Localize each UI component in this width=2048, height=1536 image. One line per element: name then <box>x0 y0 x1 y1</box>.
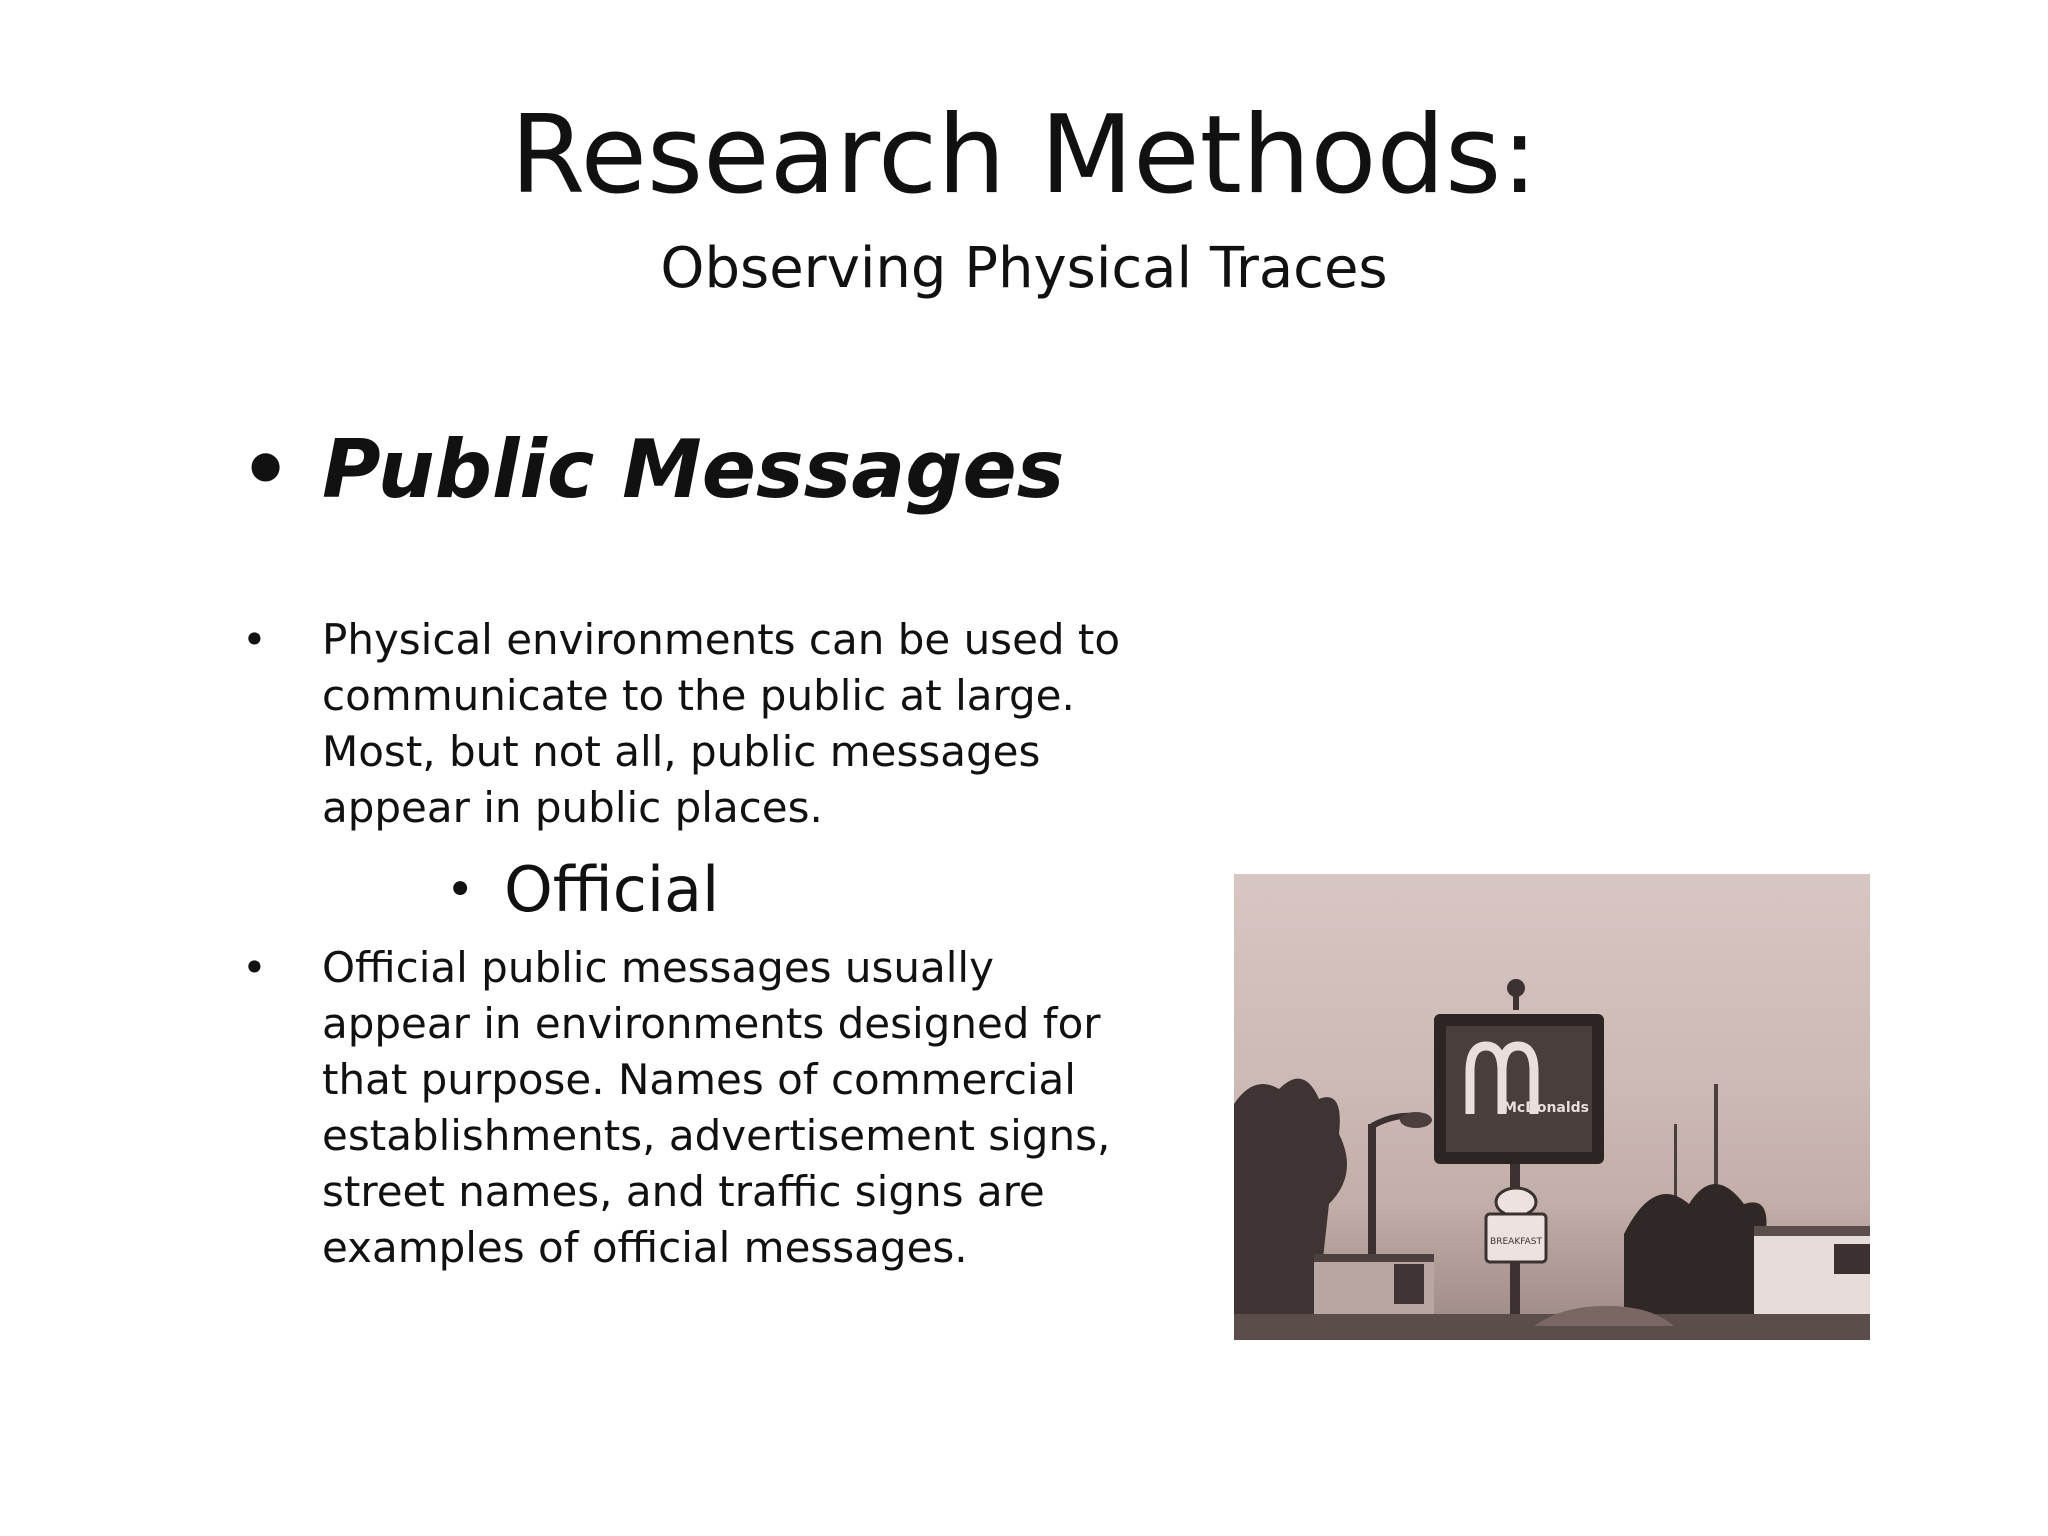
bullet-dot: • <box>446 862 475 918</box>
slide-title: Research Methods: <box>510 93 1538 218</box>
paragraph-bullet <box>242 612 1122 852</box>
small-sign-text: BREAKFAST <box>1490 1237 1542 1247</box>
photo-illustration <box>1234 874 1870 1340</box>
mcdonalds-sign-photo <box>1234 874 1870 1340</box>
bullet-dot: • <box>242 943 267 992</box>
bullet-dot: • <box>242 615 267 664</box>
paragraph-text: Official public messages usually appear in environments designed for that purpose. Names of commercial establishments, advertisement signs, street names, and traffic signs are examples of official messages. <box>322 943 1111 1272</box>
lamp-head <box>1400 1112 1432 1128</box>
slide-subtitle: Observing Physical Traces <box>660 236 1388 301</box>
bullet-dot: • <box>240 423 292 516</box>
sub-bullet-label: Official <box>504 853 720 926</box>
sign-text: McDonalds <box>1502 1100 1590 1116</box>
paragraph-bullet <box>242 940 1122 1300</box>
small-sign-top <box>1496 1188 1536 1216</box>
paragraph-text: Physical environments can be used to communicate to the public at large. Most, but not all, public messages appear in public places. <box>322 615 1121 832</box>
heading-bullet-label: Public Messages <box>322 423 1065 516</box>
